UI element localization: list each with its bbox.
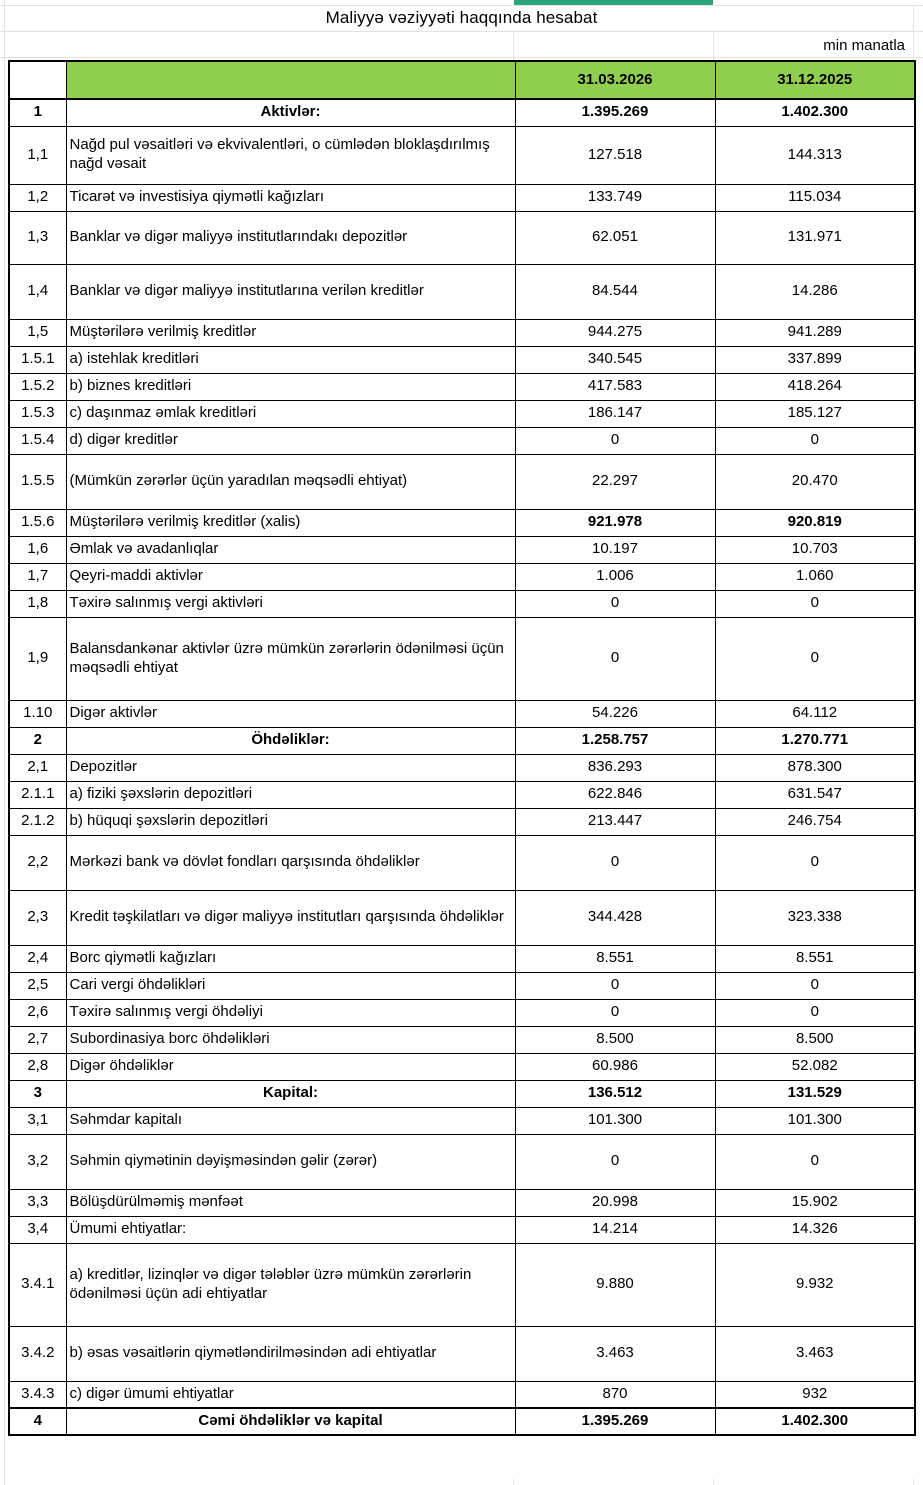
value-2026-cell: 0: [515, 1134, 715, 1189]
value-2025-cell: 0: [715, 999, 915, 1026]
row-label-cell: Cari vergi öhdəlikləri: [66, 972, 515, 999]
table-row: [9, 781, 915, 808]
row-label-cell: Kapital:: [66, 1080, 515, 1107]
table-row: [9, 1381, 915, 1408]
value-2025-cell: 8.500: [715, 1026, 915, 1053]
value-2025-cell: 0: [715, 835, 915, 890]
row-label-cell: Qeyri-maddi aktivlər: [66, 563, 515, 590]
row-label-cell: a) kreditlər, lizinqlər və digər tələblər üzrə mümkün zərərlərin ödənilməsi üçün adi ehtiyatlar: [66, 1243, 515, 1326]
row-label-cell: Ümumi ehtiyatlar:: [66, 1216, 515, 1243]
table-row: [9, 1216, 915, 1243]
row-number-cell: 1,9: [9, 617, 66, 700]
gridline-vertical-col4-bottom: [713, 1479, 714, 1485]
row-number-cell: 2,6: [9, 999, 66, 1026]
table-row: [9, 835, 915, 890]
gridline-vertical-right-bottom: [913, 1479, 914, 1485]
value-2025-cell: 131.971: [715, 211, 915, 264]
row-label-cell: Digər aktivlər: [66, 700, 515, 727]
table-row: [9, 617, 915, 700]
table-row: [9, 509, 915, 536]
row-number-cell: 3,4: [9, 1216, 66, 1243]
table-row: [9, 890, 915, 945]
table-row: [9, 536, 915, 563]
value-2026-cell: 1.006: [515, 563, 715, 590]
row-number-cell: 2,3: [9, 890, 66, 945]
row-number-cell: 3.4.1: [9, 1243, 66, 1326]
value-2026-cell: 1.258.757: [515, 727, 715, 754]
row-number-cell: 4: [9, 1408, 66, 1435]
row-label-cell: Təxirə salınmış vergi aktivləri: [66, 590, 515, 617]
row-label-cell: b) əsas vəsaitlərin qiymətləndirilməsindən adi ehtiyatlar: [66, 1326, 515, 1381]
table-row: [9, 264, 915, 319]
value-2025-cell: 337.899: [715, 346, 915, 373]
row-label-cell: Depozitlər: [66, 754, 515, 781]
value-2026-cell: 0: [515, 617, 715, 700]
table-row: [9, 184, 915, 211]
row-label-cell: Müştərilərə verilmiş kreditlər: [66, 319, 515, 346]
row-number-cell: 1.10: [9, 700, 66, 727]
table-row: [9, 563, 915, 590]
value-2026-cell: 101.300: [515, 1107, 715, 1134]
value-2026-cell: 0: [515, 835, 715, 890]
row-number-cell: 2,5: [9, 972, 66, 999]
value-2026-cell: 186.147: [515, 400, 715, 427]
table-row: [9, 126, 915, 184]
table-header: [9, 61, 915, 99]
table-row: [9, 1080, 915, 1107]
value-2025-cell: 941.289: [715, 319, 915, 346]
table-row: [9, 373, 915, 400]
value-2026-cell: 870: [515, 1381, 715, 1408]
row-number-cell: 2,7: [9, 1026, 66, 1053]
row-label-cell: a) fiziki şəxslərin depozitləri: [66, 781, 515, 808]
value-2026-cell: 0: [515, 590, 715, 617]
value-2026-cell: 54.226: [515, 700, 715, 727]
value-2026-cell: 944.275: [515, 319, 715, 346]
table-row: [9, 999, 915, 1026]
table-row: [9, 1408, 915, 1435]
row-label-cell: Nağd pul vəsaitləri və ekvivalentləri, o cümlədən bloklaşdırılmış nağd vəsait: [66, 126, 515, 184]
value-2025-cell: 246.754: [715, 808, 915, 835]
value-2025-cell: 3.463: [715, 1326, 915, 1381]
value-2025-cell: 878.300: [715, 754, 915, 781]
table-row: [9, 1107, 915, 1134]
table-row: [9, 1243, 915, 1326]
gridline-horizontal-unit-bottom: [0, 57, 923, 58]
table-row: [9, 1053, 915, 1080]
value-2026-cell: 133.749: [515, 184, 715, 211]
row-label-cell: Borc qiymətli kağızları: [66, 945, 515, 972]
row-label-cell: c) daşınmaz əmlak kreditləri: [66, 400, 515, 427]
table-row: [9, 1326, 915, 1381]
row-label-cell: Balansdankənar aktivlər üzrə mümkün zərərlərin ödənilməsi üçün məqsədli ehtiyat: [66, 617, 515, 700]
value-2026-cell: 1.395.269: [515, 99, 715, 126]
table-row: [9, 700, 915, 727]
row-label-cell: a) istehlak kreditləri: [66, 346, 515, 373]
row-number-cell: 2,4: [9, 945, 66, 972]
row-label-cell: d) digər kreditlər: [66, 427, 515, 454]
row-label-cell: c) digər ümumi ehtiyatlar: [66, 1381, 515, 1408]
gridline-vertical-col4: [713, 31, 714, 60]
row-label-cell: Mərkəzi bank və dövlət fondları qarşısında öhdəliklər: [66, 835, 515, 890]
header-corner-cell: [9, 61, 66, 99]
value-2025-cell: 932: [715, 1381, 915, 1408]
table-row: [9, 754, 915, 781]
value-2026-cell: 213.447: [515, 808, 715, 835]
value-2026-cell: 20.998: [515, 1189, 715, 1216]
value-2026-cell: 84.544: [515, 264, 715, 319]
table-row: [9, 454, 915, 509]
value-2026-cell: 417.583: [515, 373, 715, 400]
row-label-cell: b) biznes kreditləri: [66, 373, 515, 400]
row-number-cell: 3.4.2: [9, 1326, 66, 1381]
row-number-cell: 1,8: [9, 590, 66, 617]
row-number-cell: 2: [9, 727, 66, 754]
value-2025-cell: 115.034: [715, 184, 915, 211]
value-2025-cell: 920.819: [715, 509, 915, 536]
row-number-cell: 3,1: [9, 1107, 66, 1134]
row-label-cell: Bölüşdürülməmiş mənfəət: [66, 1189, 515, 1216]
row-number-cell: 1.5.5: [9, 454, 66, 509]
row-number-cell: 1.5.4: [9, 427, 66, 454]
header-label-cell: [66, 61, 515, 99]
value-2025-cell: 15.902: [715, 1189, 915, 1216]
row-number-cell: 1,1: [9, 126, 66, 184]
unit-note: min manatla: [823, 36, 905, 54]
value-2026-cell: 22.297: [515, 454, 715, 509]
row-number-cell: 3,2: [9, 1134, 66, 1189]
value-2026-cell: 14.214: [515, 1216, 715, 1243]
row-number-cell: 2.1.1: [9, 781, 66, 808]
table-row: [9, 972, 915, 999]
value-2025-cell: 0: [715, 972, 915, 999]
gridline-horizontal-title-bottom: [0, 31, 923, 32]
value-2025-cell: 9.932: [715, 1243, 915, 1326]
value-2026-cell: 8.500: [515, 1026, 715, 1053]
row-number-cell: 1,2: [9, 184, 66, 211]
row-number-cell: 3.4.3: [9, 1381, 66, 1408]
row-label-cell: Öhdəliklər:: [66, 727, 515, 754]
table-row: [9, 99, 915, 126]
row-label-cell: Subordinasiya borc öhdəlikləri: [66, 1026, 515, 1053]
row-number-cell: 2.1.2: [9, 808, 66, 835]
table-row: [9, 808, 915, 835]
row-number-cell: 1,4: [9, 264, 66, 319]
table-row: [9, 427, 915, 454]
value-2026-cell: 0: [515, 972, 715, 999]
value-2025-cell: 0: [715, 590, 915, 617]
value-2025-cell: 0: [715, 617, 915, 700]
row-number-cell: 1.5.3: [9, 400, 66, 427]
value-2025-cell: 131.529: [715, 1080, 915, 1107]
table-row: [9, 400, 915, 427]
page-title: Maliyyə vəziyyəti haqqında hesabat: [325, 8, 598, 27]
row-number-cell: 1.5.2: [9, 373, 66, 400]
row-label-cell: Kredit təşkilatları və digər maliyyə institutları qarşısında öhdəliklər: [66, 890, 515, 945]
value-2025-cell: 8.551: [715, 945, 915, 972]
value-2026-cell: 9.880: [515, 1243, 715, 1326]
row-number-cell: 2,8: [9, 1053, 66, 1080]
value-2026-cell: 136.512: [515, 1080, 715, 1107]
value-2026-cell: 836.293: [515, 754, 715, 781]
value-2025-cell: 10.703: [715, 536, 915, 563]
row-label-cell: b) hüquqi şəxslərin depozitləri: [66, 808, 515, 835]
row-number-cell: 2,1: [9, 754, 66, 781]
row-label-cell: Digər öhdəliklər: [66, 1053, 515, 1080]
value-2025-cell: 52.082: [715, 1053, 915, 1080]
row-label-cell: Təxirə salınmış vergi öhdəliyi: [66, 999, 515, 1026]
row-label-cell: Ticarət və investisiya qiymətli kağızları: [66, 184, 515, 211]
value-2025-cell: 0: [715, 1134, 915, 1189]
row-number-cell: 1.5.1: [9, 346, 66, 373]
value-2026-cell: 344.428: [515, 890, 715, 945]
row-number-cell: 1,3: [9, 211, 66, 264]
header-date-2026: 31.03.2026: [515, 61, 715, 99]
value-2025-cell: 1.402.300: [715, 1408, 915, 1435]
value-2026-cell: 0: [515, 427, 715, 454]
value-2025-cell: 631.547: [715, 781, 915, 808]
gridline-vertical-col3-bottom: [513, 1479, 514, 1485]
value-2025-cell: 418.264: [715, 373, 915, 400]
value-2026-cell: 127.518: [515, 126, 715, 184]
value-2025-cell: 1.270.771: [715, 727, 915, 754]
row-label-cell: (Mümkün zərərlər üçün yaradılan məqsədli ehtiyat): [66, 454, 515, 509]
value-2026-cell: 3.463: [515, 1326, 715, 1381]
value-2025-cell: 0: [715, 427, 915, 454]
gridline-vertical-left: [4, 0, 5, 1485]
row-number-cell: 3: [9, 1080, 66, 1107]
table-row: [9, 1134, 915, 1189]
value-2025-cell: 101.300: [715, 1107, 915, 1134]
value-2025-cell: 185.127: [715, 400, 915, 427]
value-2025-cell: 14.286: [715, 264, 915, 319]
table-body: [9, 99, 915, 1435]
financial-position-table: [8, 60, 916, 1436]
row-number-cell: 1,5: [9, 319, 66, 346]
table-row: [9, 319, 915, 346]
row-label-cell: Səhmdar kapitalı: [66, 1107, 515, 1134]
row-label-cell: Səhmin qiymətinin dəyişməsindən gəlir (zərər): [66, 1134, 515, 1189]
row-label-cell: Əmlak və avadanlıqlar: [66, 536, 515, 563]
header-date-2025: 31.12.2025: [715, 61, 915, 99]
value-2026-cell: 1.395.269: [515, 1408, 715, 1435]
value-2025-cell: 64.112: [715, 700, 915, 727]
value-2025-cell: 20.470: [715, 454, 915, 509]
value-2026-cell: 10.197: [515, 536, 715, 563]
row-label-cell: Banklar və digər maliyyə institutlarına verilən kreditlər: [66, 264, 515, 319]
row-label-cell: Müştərilərə verilmiş kreditlər (xalis): [66, 509, 515, 536]
table-row: [9, 1189, 915, 1216]
row-label-cell: Cəmi öhdəliklər və kapital: [66, 1408, 515, 1435]
value-2026-cell: 8.551: [515, 945, 715, 972]
header-row: [9, 61, 915, 99]
value-2025-cell: 144.313: [715, 126, 915, 184]
row-number-cell: 1.5.6: [9, 509, 66, 536]
value-2026-cell: 60.986: [515, 1053, 715, 1080]
value-2026-cell: 0: [515, 999, 715, 1026]
row-number-cell: 1,7: [9, 563, 66, 590]
row-number-cell: 1,6: [9, 536, 66, 563]
row-number-cell: 2,2: [9, 835, 66, 890]
table-row: [9, 346, 915, 373]
value-2025-cell: 1.402.300: [715, 99, 915, 126]
table-row: [9, 211, 915, 264]
value-2026-cell: 340.545: [515, 346, 715, 373]
value-2026-cell: 921.978: [515, 509, 715, 536]
table-row: [9, 945, 915, 972]
row-number-cell: 3,3: [9, 1189, 66, 1216]
table-row: [9, 1026, 915, 1053]
value-2025-cell: 1.060: [715, 563, 915, 590]
row-label-cell: Aktivlər:: [66, 99, 515, 126]
table-row: [9, 590, 915, 617]
row-number-cell: 1: [9, 99, 66, 126]
gridline-vertical-col3: [513, 31, 514, 60]
value-2026-cell: 622.846: [515, 781, 715, 808]
table-row: [9, 727, 915, 754]
value-2026-cell: 62.051: [515, 211, 715, 264]
row-label-cell: Banklar və digər maliyyə institutlarındakı depozitlər: [66, 211, 515, 264]
value-2025-cell: 323.338: [715, 890, 915, 945]
value-2025-cell: 14.326: [715, 1216, 915, 1243]
